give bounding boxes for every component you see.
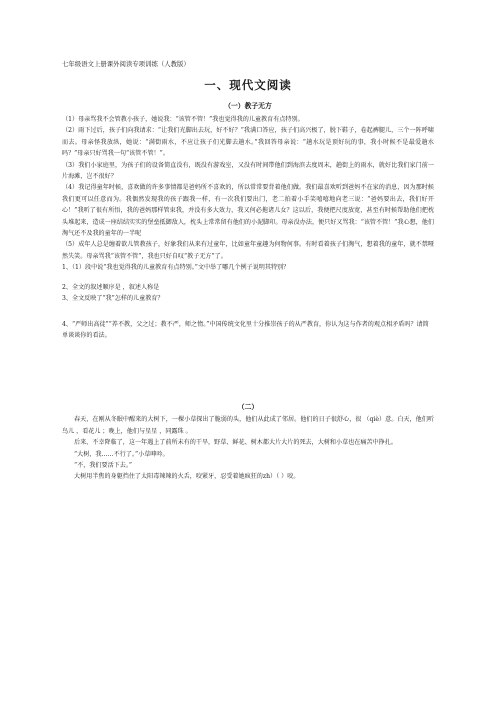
question-1: 1、（1）段中说“我也觉得我的儿童教育有点特别。”文中举了哪几个例子说明其特别？ [62,264,290,272]
question-3: 3、全文反映了“我”怎样的儿童教育？ [62,295,164,303]
question-2: 2、全文的叙述顺序是 ，叙述人称是 [62,283,160,291]
question-4: 4、“严师出高徒”“养不教，父之过；教不严，师之惰。”中国传统文化里十分推崇孩子的从严教育，你认为这与作者的观点相矛盾吗？请简单谈谈你的看法。 [62,320,429,339]
answer-space[interactable] [62,341,434,401]
answer-space[interactable] [62,274,434,282]
answer-space[interactable] [62,305,434,319]
passage-2-paragraph-2: 后来，不幸降临了，这一年遇上了前所未有的干旱，野草、鲜花、树木都大片大片的死去，大树和小草也在痛苦中挣扎。 [74,439,397,447]
paragraph-1: （1）母亲骂我不会管教小孩子，她说我：“该管不管！”我也觉得我的儿童教育有点特别。 [62,116,304,123]
document-header: 七年级语文上册课外阅读专项训练（人教版） [62,60,190,68]
passage-title: （一）教子无方 [224,102,272,110]
passage-2-title: （二） [237,403,259,412]
paragraph-4: （4）我记得童年时候，喜欢做的许多事情都是爸妈所不喜欢的，所以常常要背着他们做。我们最喜欢听到爸妈不在家的消息，因为那时候我们更可以任意而为。我偶然发现我的孩子跟我一样，有一次我们要出门，老二拍着小手笑嘻嘻地向老三说：“爸妈要出去，我们好开心！”我听了很有所悟，我的爸妈那样管束我，并没有多大效力，我又何必拖诸儿女？这以后，我便把尺度放宽，甚至有时候帮助他们把枕头堆起来，造成一座结结实实的堡垒抵御敌人，枕头上常常留有他们的小泥脚印。母亲没办法，便只好又骂我：“该管不管！”我心想，他们淘气还不及我的童年的一半呢 [62,184,434,238]
document-page [62,60,434,483]
passage-2-paragraph-5: 大树用半焦的身躯挡住了太阳毒辣辣的火舌，咬紧牙，忍受着她疯狂的zh）（ ）咬。 [74,473,300,481]
passage-2-paragraph-3: “大树，我……不行了。”小草呻吟。 [74,450,169,458]
paragraph-3: （3）我们小家庭里，为孩子们的设备简直没有，既没有游戏室，又没有时间带他们到海滨去度周末，趟街上的雨水，就好比我们家门前一片海滩，岂不很好？ [62,161,434,181]
paragraph-5: （5）成年人总是缠着欲儿管教孩子，好象我们从来有过童年，比如童年童趣为何物何事。有时看着孩子们淘气，想着我的童年，就不禁哑然失笑。母亲骂我“该管不管”，我也只好自叹“教子无方”了。 [62,241,434,260]
passage-2-paragraph-4: “不，我们要活下去。” [74,461,133,469]
section-title: 一、现代文阅读 [204,78,292,92]
passage-2-paragraph-1: 春天，在刚从冬眠中醒来的大树下，一棵小草探出了脆弱的头，他们从此成了邻居。他们的日子很舒心，很 （qiè）意。白天，他们听鸟儿 ，看花儿 ；晚上，他们与星星 ，同露珠 。 [62,416,434,435]
paragraph-2: （2）雨下过后，孩子们向我请求：“让我们光脚出去玩，好不好？”我满口答应，孩子们高兴极了，脱下鞋子，卷起裤腿儿，三个一阵呼啸而去。母亲怪我放纵，她说：“满街雨水，不应让孩子们光脚去趟水。”我回答母亲说：“趟水玩是顶好玩的事，我小时候不是最爱趟水吗？”母亲只好骂我一句“该管不管！”。 [62,127,434,158]
